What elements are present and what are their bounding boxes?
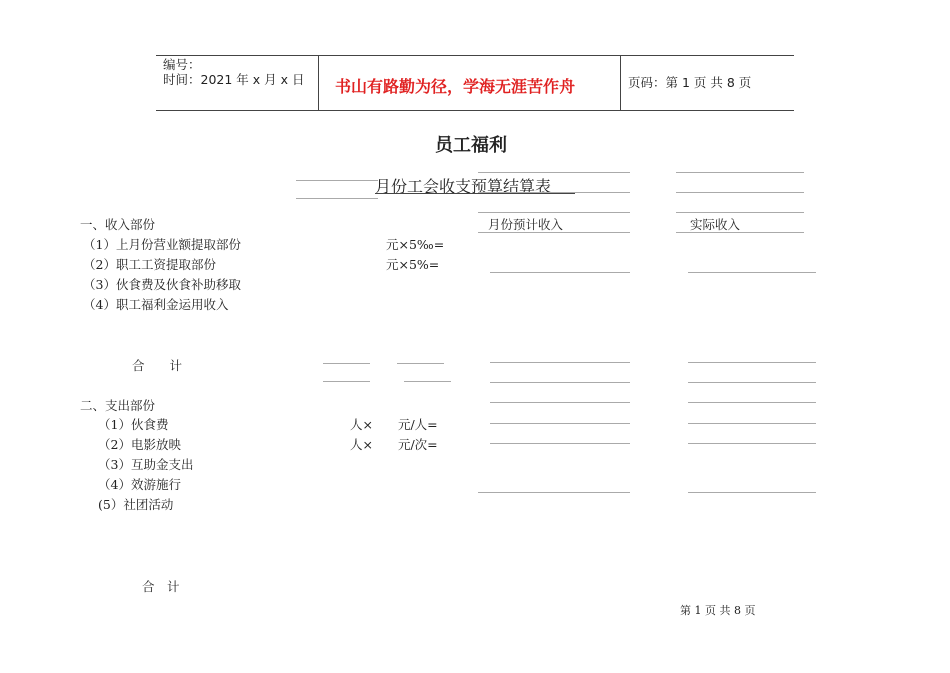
fill-line <box>323 381 370 382</box>
header-divider-right <box>620 55 621 110</box>
fill-line <box>676 172 804 173</box>
fill-line <box>688 382 816 383</box>
income-item-1-formula: 元×5‰= <box>386 237 445 252</box>
fill-line <box>676 212 804 213</box>
expense-item-4: （4）效游施行 <box>98 477 181 492</box>
fill-line <box>490 382 630 383</box>
fill-line <box>296 198 378 199</box>
fill-line <box>397 363 444 364</box>
motto: 书山有路勤为径，学海无涯苦作舟 <box>335 77 576 96</box>
fill-line <box>490 423 630 424</box>
fill-line <box>490 362 630 363</box>
fill-line <box>478 492 630 493</box>
fill-line <box>676 192 804 193</box>
expense-total-label: 合 计 <box>142 579 180 594</box>
subtitle-underline <box>375 193 575 194</box>
fill-line <box>490 272 630 273</box>
code-label: 编号： <box>163 57 201 72</box>
expense-item-1-formula: 人× 元/人= <box>350 417 438 432</box>
header-top-rule <box>156 55 794 56</box>
income-heading: 一、收入部份 <box>80 217 156 232</box>
income-total-label: 合 计 <box>132 358 183 373</box>
fill-line <box>478 172 630 173</box>
header-divider-left <box>318 55 319 110</box>
income-item-2-formula: 元×5%= <box>386 257 440 272</box>
expense-item-2-formula: 人× 元/次= <box>350 437 438 452</box>
income-item-4: （4）职工福利金运用收入 <box>83 297 229 312</box>
col-actual-header: 实际收入 <box>690 217 741 232</box>
fill-line <box>404 381 451 382</box>
fill-line <box>688 362 816 363</box>
fill-line <box>323 363 370 364</box>
expense-item-2: （2）电影放映 <box>98 437 181 452</box>
fill-line <box>688 492 816 493</box>
page-subtitle: 月份工会收支预算结算表 <box>375 177 552 196</box>
fill-line <box>676 232 804 233</box>
footer-page-number: 第 1 页 共 8 页 <box>680 604 756 617</box>
fill-line <box>490 443 630 444</box>
page-label: 页码：第 1 页 共 8 页 <box>628 75 752 90</box>
expense-item-5: (5）社团活动 <box>98 497 174 512</box>
fill-line <box>688 443 816 444</box>
fill-line <box>688 272 816 273</box>
expense-item-3: （3）互助金支出 <box>98 457 194 472</box>
fill-line <box>688 402 816 403</box>
page-title: 员工福利 <box>435 135 507 156</box>
col-budget-header: 月份预计收入 <box>488 217 564 232</box>
income-item-2: （2）职工工资提取部份 <box>83 257 216 272</box>
income-item-1: （1）上月份营业额提取部份 <box>83 237 241 252</box>
header-bottom-rule <box>156 110 794 111</box>
fill-line <box>478 232 630 233</box>
fill-line <box>478 192 630 193</box>
fill-line <box>688 423 816 424</box>
time-label: 时间：2021 年 x 月 x 日 <box>163 72 305 87</box>
fill-line <box>490 402 630 403</box>
expense-heading: 二、支出部份 <box>80 398 156 413</box>
income-item-3: （3）伙食费及伙食补助移取 <box>83 277 241 292</box>
fill-line <box>478 212 630 213</box>
fill-line <box>296 180 378 181</box>
expense-item-1: （1）伙食费 <box>98 417 169 432</box>
